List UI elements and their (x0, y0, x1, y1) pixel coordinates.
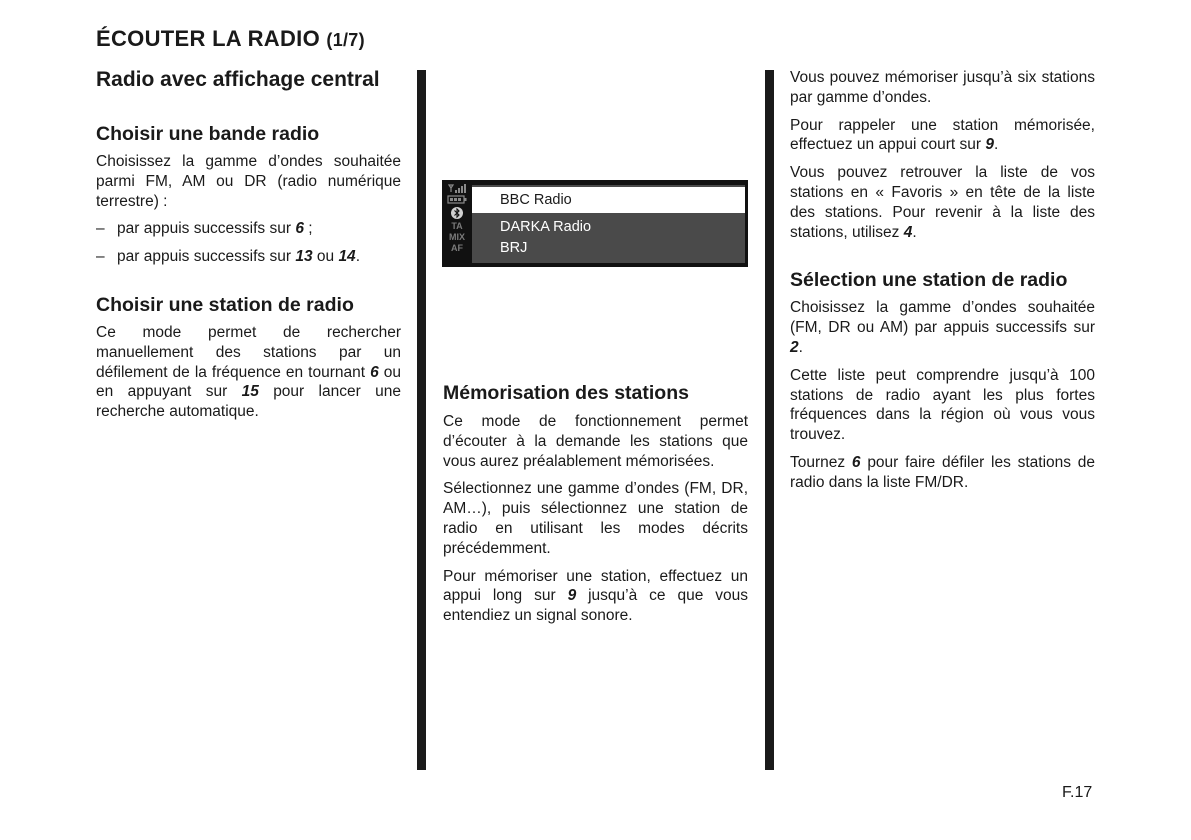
page-number: F.17 (1062, 784, 1093, 801)
station-item[interactable]: BRJ (500, 240, 528, 256)
paragraph: Choisissez la gamme d’ondes souhaitée (FM, DR ou AM) par appuis successifs sur 2. (790, 299, 1095, 356)
column-2 (443, 381, 748, 634)
column-divider-left (417, 70, 426, 770)
paragraph: Pour rappeler une station mémorisée, effectuez un appui court sur 9. (790, 116, 1095, 154)
button-ref: 13 (295, 248, 313, 266)
radio-display (442, 180, 748, 267)
list-item: – par appuis successifs sur 13 ou 14. (96, 248, 360, 266)
paragraph: Sélectionnez une gamme d’ondes (FM, DR, AM…), puis sélectionnez une station de radio en utilisant les modes décrits précédemment. (443, 480, 748, 557)
paragraph: Pour mémoriser une station, effectuez un appui long sur 9 jusqu’à ce que vous entendiez un signal sonore. (443, 567, 748, 625)
status-icons (445, 184, 469, 254)
af-indicator: AF (451, 243, 463, 253)
column-3 (790, 68, 1095, 501)
paragraph: Cette liste peut comprendre jusqu’à 100 stations de radio ayant les plus fortes fréquences dans la région où vous vous trouvez. (790, 366, 1095, 444)
paragraph: Vous pouvez mémoriser jusqu’à six stations par gamme d’ondes. (790, 69, 1095, 106)
station-list (472, 185, 745, 263)
column-divider-right (765, 70, 774, 770)
selection-heading: Sélection une station de radio (790, 269, 1068, 292)
paragraph: Vous pouvez retrouver la liste de vos stations en « Favoris » en tête de la liste des stations. Pour revenir à la liste des stations, utilisez 4. (790, 164, 1095, 241)
mix-indicator: MIX (448, 232, 465, 242)
list-item: – par appuis successifs sur 6 ; (96, 220, 313, 238)
bluetooth-icon (451, 206, 463, 220)
button-ref: 14 (338, 248, 356, 266)
station-heading: Choisir une station de radio (96, 293, 354, 316)
main-heading: Radio avec affichage central (96, 68, 380, 91)
station-item[interactable]: DARKA Radio (500, 219, 592, 235)
memorisation-heading: Mémorisation des stations (443, 382, 689, 404)
column-1 (96, 68, 401, 430)
page-title: ÉCOUTER LA RADIO (1/7) (96, 26, 365, 51)
battery-icon (447, 195, 467, 204)
signal-icon (448, 184, 466, 193)
station-item-selected[interactable]: BBC Radio (472, 187, 745, 213)
paragraph: Ce mode de fonctionnement permet d’écouter à la demande les stations que vous aurez préalablement mémorisées. (443, 413, 748, 470)
button-ref: 6 (295, 220, 304, 238)
ta-indicator: TA (451, 221, 463, 231)
band-intro: Choisissez la gamme d’ondes souhaitée parmi FM, AM ou DR (radio numérique terrestre) : (96, 153, 401, 210)
band-heading: Choisir une bande radio (96, 123, 320, 145)
station-paragraph: Ce mode permet de rechercher manuellement des stations par un défilement de la fréquence en tournant 6 ou en appuyant sur 15 pour lancer une recherche automatique. (96, 323, 401, 421)
page-subtitle: (1/7) (326, 30, 365, 50)
paragraph: Tournez 6 pour faire défiler les stations de radio dans la liste FM/DR. (790, 453, 1096, 491)
